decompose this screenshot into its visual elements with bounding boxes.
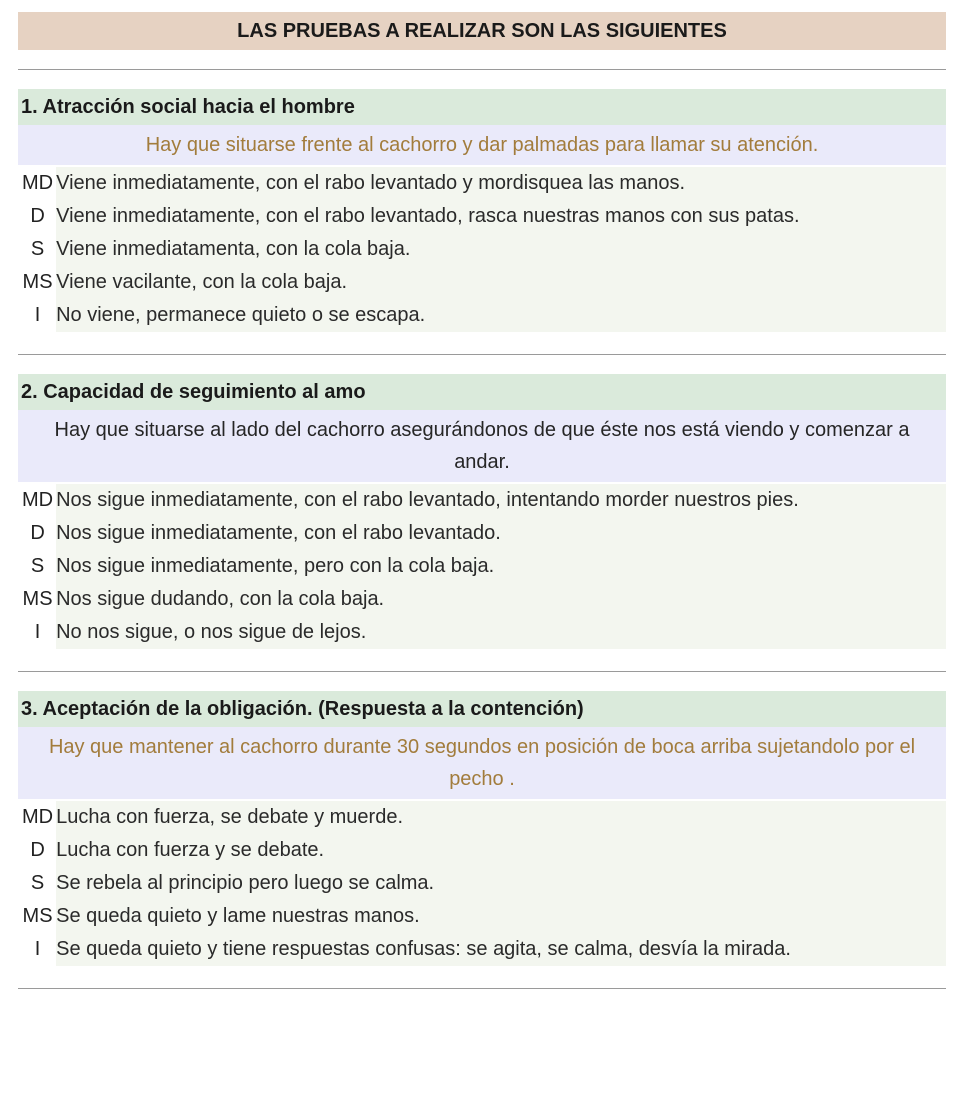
divider (18, 988, 946, 989)
rating-description: Lucha con fuerza, se debate y muerde. (56, 801, 946, 834)
rating-code: I (34, 304, 41, 326)
rating-description: No nos sigue, o nos sigue de lejos. (56, 616, 946, 649)
test-instruction: Hay que mantener al cachorro durante 30 segundos en posición de boca arriba sujetandolo por el pecho . (18, 727, 946, 799)
rating-description: Viene inmediatamenta, con la cola baja. (56, 233, 946, 266)
rating-description: Nos sigue dudando, con la cola baja. (56, 583, 946, 616)
rating-code: D (30, 839, 45, 861)
rating-code: S (30, 555, 45, 577)
rating-description: Nos sigue inmediatamente, con el rabo levantado, intentando morder nuestros pies. (56, 484, 946, 517)
rating-description: Lucha con fuerza y se debate. (56, 834, 946, 867)
test-section-3 (18, 691, 946, 989)
rating-code: S (30, 872, 45, 894)
test-section-2 (18, 374, 946, 672)
test-instruction: Hay que situarse frente al cachorro y dar palmadas para llamar su atención. (18, 125, 946, 165)
rating-description: Se queda quieto y tiene respuestas confusas: se agita, se calma, desvía la mirada. (56, 933, 946, 966)
test-title: 2. Capacidad de seguimiento al amo (18, 374, 946, 410)
divider (18, 671, 946, 672)
test-title: 1. Atracción social hacia el hombre (18, 89, 946, 125)
rating-description: Viene inmediatamente, con el rabo levantado, rasca nuestras manos con sus patas. (56, 200, 946, 233)
rating-description: Nos sigue inmediatamente, con el rabo levantado. (56, 517, 946, 550)
document-page (18, 12, 946, 989)
rating-code: MS (22, 588, 53, 610)
rating-list (18, 482, 946, 652)
main-header: LAS PRUEBAS A REALIZAR SON LAS SIGUIENTES (18, 12, 946, 50)
rating-code: S (30, 238, 45, 260)
test-section-1 (18, 89, 946, 355)
divider (18, 69, 946, 70)
rating-code: MD (22, 806, 54, 828)
rating-code: D (30, 205, 45, 227)
rating-code: MD (22, 172, 54, 194)
test-title: 3. Aceptación de la obligación. (Respuesta a la contención) (18, 691, 946, 727)
rating-description: Se queda quieto y lame nuestras manos. (56, 900, 946, 933)
rating-list (18, 799, 946, 969)
rating-description: Nos sigue inmediatamente, pero con la cola baja. (56, 550, 946, 583)
rating-description: Se rebela al principio pero luego se calma. (56, 867, 946, 900)
rating-description: Viene inmediatamente, con el rabo levantado y mordisquea las manos. (56, 167, 946, 200)
rating-code: D (30, 522, 45, 544)
divider (18, 354, 946, 355)
rating-code: I (34, 621, 41, 643)
rating-description: Viene vacilante, con la cola baja. (56, 266, 946, 299)
rating-code: MS (22, 271, 53, 293)
rating-code: I (34, 938, 41, 960)
test-instruction: Hay que situarse al lado del cachorro asegurándonos de que éste nos está viendo y comenzar a andar. (18, 410, 946, 482)
rating-list (18, 165, 946, 335)
rating-description: No viene, permanece quieto o se escapa. (56, 299, 946, 332)
rating-code: MS (22, 905, 53, 927)
rating-code: MD (22, 489, 54, 511)
